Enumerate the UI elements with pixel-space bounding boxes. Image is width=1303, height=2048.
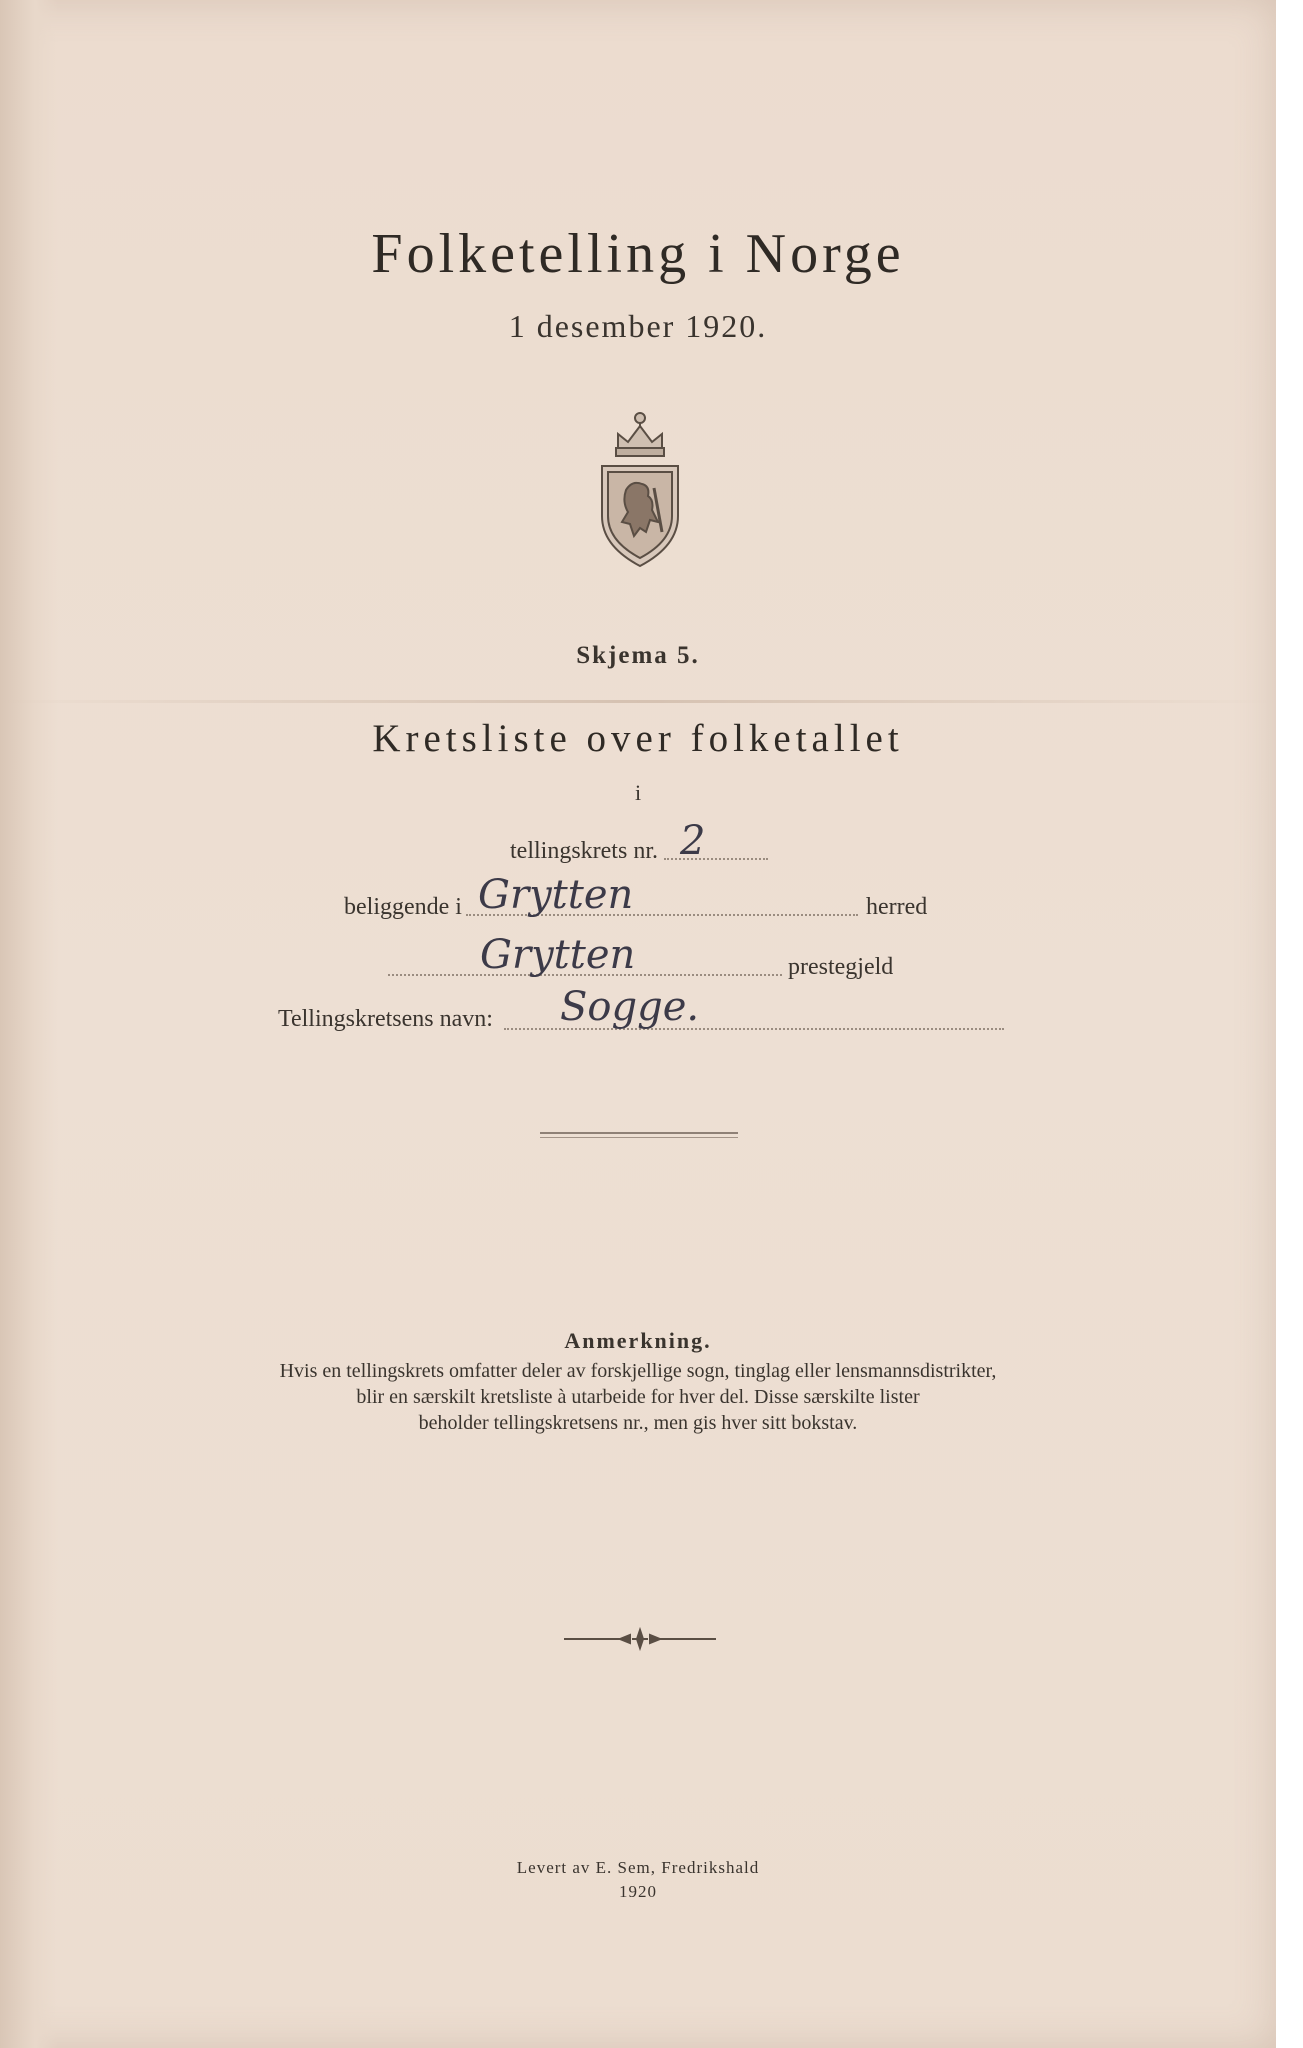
heading-preposition: i	[634, 780, 642, 805]
kretsnavn-value: Sogge.	[560, 984, 700, 1030]
beliggende-label: beliggende i	[344, 894, 462, 920]
printer-credit: Levert av E. Sem, Fredrikshald	[516, 1858, 760, 1877]
herred-label: herred	[866, 894, 928, 920]
ornament-divider-icon	[560, 1626, 720, 1652]
note-line-3: beholder tellingskretsens nr., men gis hver sitt bokstav.	[418, 1412, 858, 1434]
note-line-2: blir en særskilt kretsliste à utarbeide for hver del. Disse særskilte lister	[356, 1386, 920, 1408]
beliggende-value: Grytten	[478, 872, 634, 918]
section-divider	[540, 1132, 738, 1138]
kretsnavn-label: Tellingskretsens navn:	[278, 1006, 493, 1032]
norwegian-coat-of-arms-icon	[588, 404, 692, 572]
document-date: 1 desember 1920.	[508, 308, 768, 344]
print-year: 1920	[619, 1882, 657, 1901]
document-title: Folketelling i Norge	[371, 223, 905, 285]
form-heading: Kretsliste over folketallet	[372, 717, 904, 760]
schema-number: Skjema 5.	[576, 642, 700, 669]
prestegjeld-label: prestegjeld	[788, 954, 894, 980]
prestegjeld-value: Grytten	[480, 932, 636, 978]
krets-label: tellingskrets nr.	[510, 838, 658, 864]
paper-fold-line	[0, 700, 1276, 703]
krets-value: 2	[680, 818, 706, 864]
note-title: Anmerkning.	[564, 1328, 712, 1353]
note-line-1: Hvis en tellingskrets omfatter deler av forskjellige sogn, tinglag eller lensmannsdistrikter,	[279, 1360, 997, 1382]
